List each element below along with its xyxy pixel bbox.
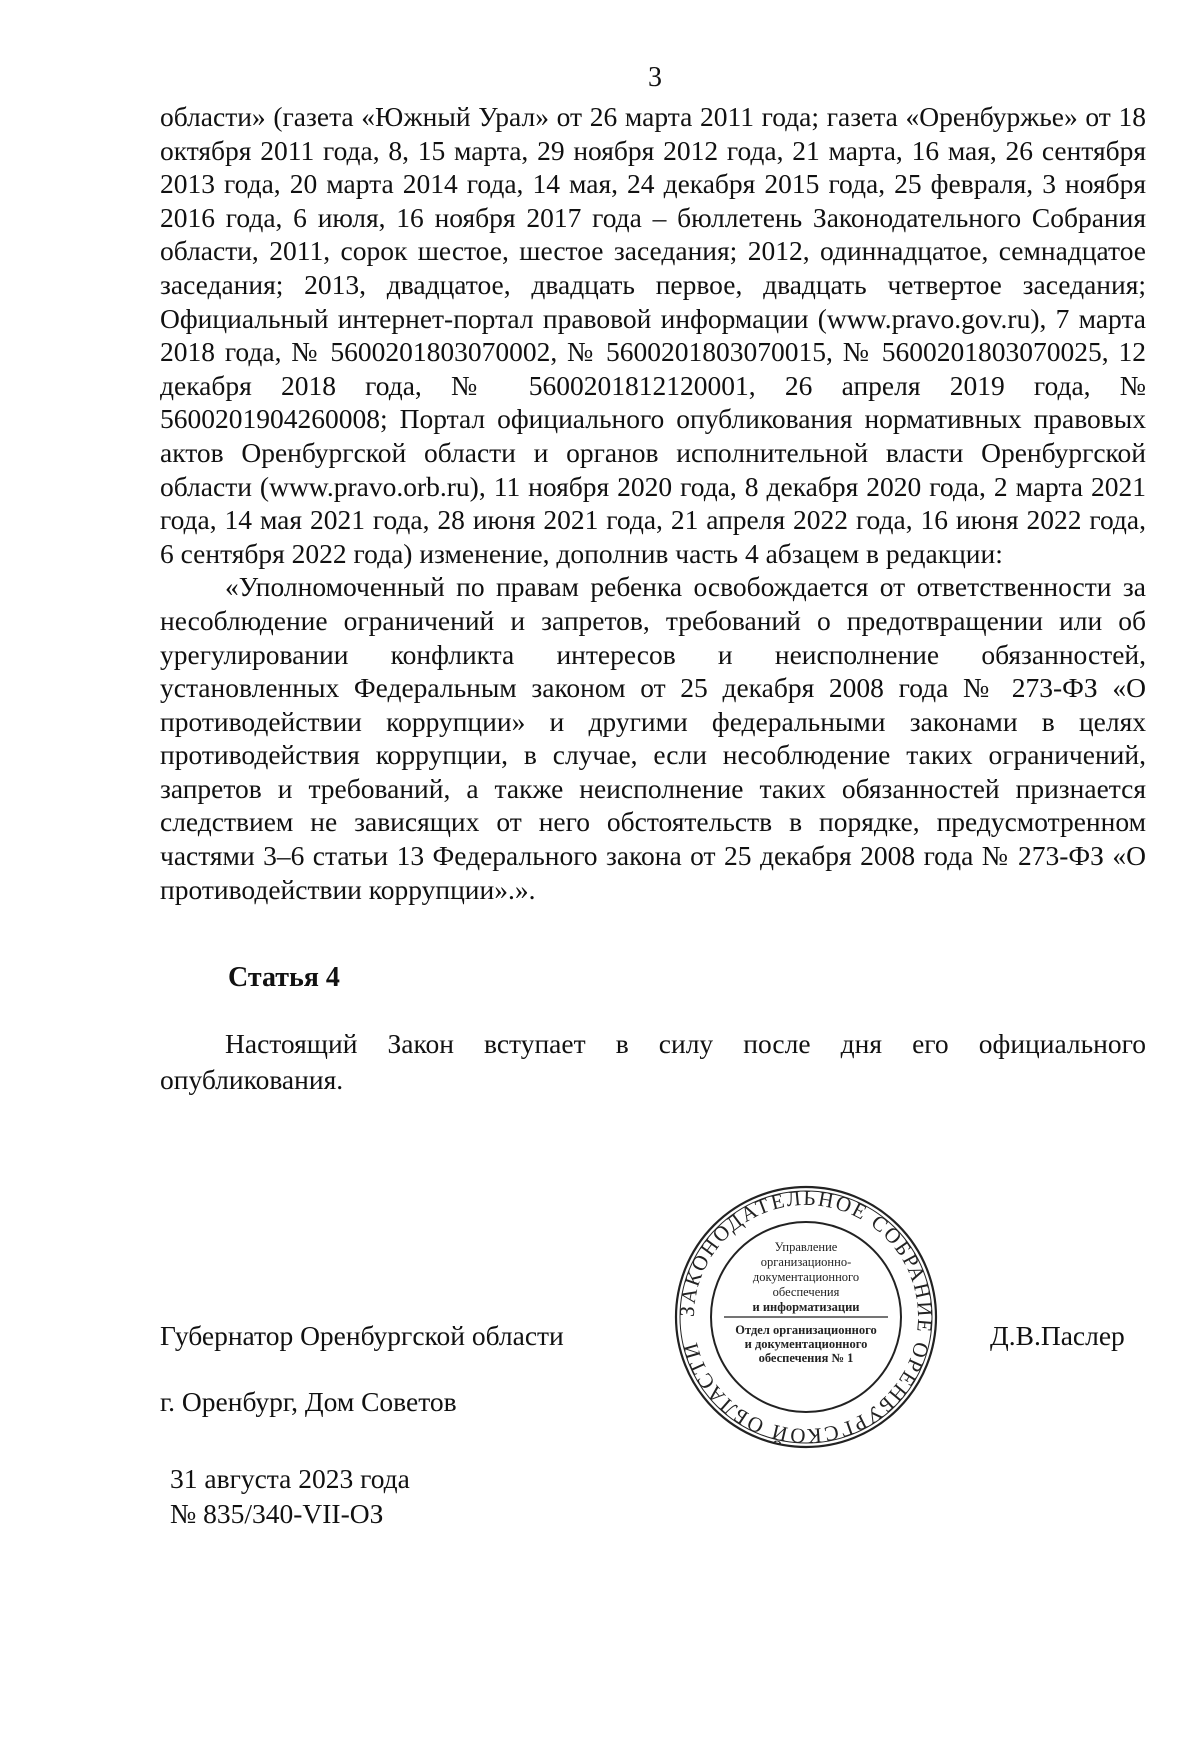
signatory-name: Д.В.Паслер: [990, 1320, 1125, 1351]
article-heading: Статья 4: [228, 962, 340, 993]
seal-inner-line: организационно-: [760, 1255, 852, 1269]
article-text: Настоящий Закон вступает в силу после дня его официального опубликования.: [160, 1028, 1146, 1095]
seal-outer-text: ЗАКОНОДАТЕЛЬНОЕ СОБРАНИЕ ОРЕНБУРГСКОЙ ОБЛАСТИ: [674, 1185, 938, 1449]
quoted-paragraph: «Уполномоченный по правам ребенка освобождается от ответственности за несоблюдение ограничений и запретов, требований о предотвращении или об урегулировании конфликта интересов и неисполнение обязанностей, установленных Федеральным законом от 25 декабря 2008 года № 273-ФЗ «О противодействии коррупции» и другими федеральными законами в целях противодействия коррупции, в случае, если несоблюдение таких ограничений, запретов и требований, а также неисполнение таких обязанностей признается следствием не зависящих от него обстоятельств в порядке, предусмотренном частями 3–6 статьи 13 Федерального закона от 25 декабря 2008 года № 273-ФЗ «О противодействии коррупции».».: [160, 571, 1146, 905]
signing-place: г. Оренбург, Дом Советов: [160, 1386, 457, 1417]
law-number: № 835/340-VII-ОЗ: [170, 1498, 384, 1529]
seal-inner-line: и информатизации: [752, 1300, 860, 1314]
official-seal: [672, 1183, 940, 1451]
seal-inner-line: документационного: [752, 1270, 860, 1284]
seal-dept-line: обеспечения № 1: [758, 1351, 854, 1365]
signing-date: 31 августа 2023 года: [170, 1463, 410, 1494]
signatory-position: Губернатор Оренбургской области: [160, 1320, 564, 1351]
seal-inner-line: обеспечения: [772, 1285, 840, 1299]
body-paragraph: области» (газета «Южный Урал» от 26 марта 2011 года; газета «Оренбуржье» от 18 октября 2011 года, 8, 15 марта, 29 ноября 2012 года, 21 марта, 16 мая, 26 сентября 2013 года, 20 марта 2014 года, 14 мая, 24 декабря 2015 года, 25 февраля, 3 ноября 2016 года, 6 июля, 16 ноября 2017 года – бюллетень Законодательного Собрания области, 2011, сорок шестое, шестое заседания; 2012, одиннадцатое, семнадцатое заседания; 2013, двадцатое, двадцать первое, двадцать четвертое заседания; Официальный интернет-портал правовой информации (www.pravo.gov.ru), 7 марта 2018 года, № 5600201803070002, № 5600201803070015, № 5600201803070025, 12 декабря 2018 года, № 5600201812120001, 26 апреля 2019 года, № 5600201904260008; Портал официального опубликования нормативных правовых актов Оренбургской области и органов исполнительной власти Оренбургской области (www.pravo.orb.ru), 11 ноября 2020 года, 8 декабря 2020 года, 2 марта 2021 года, 14 мая 2021 года, 28 июня 2021 года, 21 апреля 2022 года, 16 июня 2022 года, 6 сентября 2022 года) изменение, дополнив часть 4 абзацем в редакции:: [160, 101, 1146, 569]
document-body: [160, 100, 1146, 906]
seal-inner-line: Управление: [774, 1240, 838, 1254]
seal-dept-line: и документационного: [744, 1337, 868, 1351]
page-number: 3: [648, 62, 662, 93]
seal-dept-line: Отдел организационного: [735, 1323, 877, 1337]
